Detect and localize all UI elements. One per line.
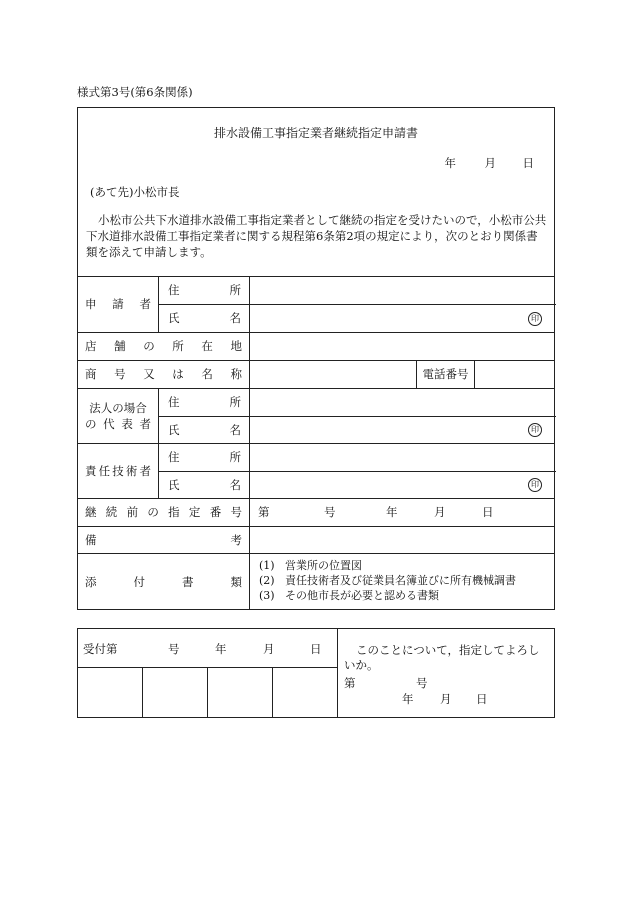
applicant-label: 申 請 者 [85, 297, 151, 311]
attachments-list [250, 553, 556, 610]
corp-rep-name-field[interactable] [250, 416, 556, 443]
corp-rep-address-field[interactable] [250, 388, 556, 416]
approval-stamp-cell[interactable] [273, 668, 337, 717]
phone-label: 電話番号 [422, 367, 469, 381]
chief-engineer-name-label: 氏 名 [168, 477, 241, 492]
form-header [78, 108, 554, 276]
seal-mark: 印 [528, 478, 542, 492]
trade-name-label: 商 号 又 は 名 称 [85, 367, 242, 381]
reception-box [77, 628, 555, 718]
applicant-name-field[interactable] [250, 304, 556, 332]
date-month-label: 月 [484, 156, 496, 170]
application-date [416, 155, 534, 171]
date-year-label: 年 [444, 156, 456, 170]
reception-number-field[interactable]: 受付第 号 年 月 日 [83, 642, 322, 656]
approval-stamp-cell[interactable] [208, 668, 272, 717]
date-day-label: 日 [522, 156, 534, 170]
seal-mark: 印 [528, 423, 542, 437]
corp-rep-address-label: 住 所 [168, 395, 241, 409]
seal-mark: 印 [528, 312, 542, 326]
attachment-item: (1) 営業所の位置図 [259, 559, 362, 572]
remarks-label: 備 考 [85, 532, 242, 547]
corp-rep-name-label: 氏 名 [168, 422, 241, 437]
applicant-address-field[interactable] [250, 276, 556, 304]
approval-stamp-cell[interactable] [143, 668, 207, 717]
chief-engineer-address-label: 住 所 [168, 450, 241, 464]
approval-go: 号 [416, 676, 428, 690]
chief-engineer-address-field[interactable] [250, 443, 556, 471]
phone-field[interactable] [475, 360, 556, 388]
applicant-name-label: 氏 名 [168, 311, 241, 325]
chief-engineer-name-field[interactable] [250, 471, 556, 498]
trade-name-field[interactable] [250, 360, 416, 388]
store-location-field[interactable] [250, 332, 556, 360]
attachment-item: (2) 責任技術者及び従業員名簿並びに所有機械調書 [259, 574, 516, 587]
form-number-label: 様式第3号(第6条関係) [77, 85, 193, 99]
prev-number-field[interactable]: 第 号 年 月 日 [258, 505, 494, 519]
application-form [77, 107, 555, 610]
remarks-field[interactable] [250, 526, 556, 553]
addressee: (あて先)小松市長 [90, 185, 180, 199]
chief-engineer-label: 責 任 技 術 者 [85, 463, 151, 478]
store-location-label: 店 舗 の 所 在 地 [85, 339, 242, 353]
approval-month: 月 [440, 692, 452, 706]
attachments-label: 添 付 書 類 [85, 574, 242, 589]
form-title: 排水設備工事指定業者継続指定申請書 [213, 126, 418, 140]
corp-rep-label: 法人の場合 の 代 表 者 [85, 400, 151, 431]
approval-stamp-cell[interactable] [78, 668, 142, 717]
applicant-address-label: 住 所 [168, 283, 241, 297]
attachment-item: (3) その他市長が必要と認める書類 [259, 589, 439, 602]
approval-year: 年 [402, 692, 414, 706]
approval-day: 日 [476, 692, 488, 706]
prev-number-label: 継 続 前 の 指 定 番 号 [85, 505, 242, 519]
approval-dai: 第 [344, 676, 356, 690]
application-statement: 小松市公共下水道排水設備工事指定業者として継続の指定を受けたいので，小松市公共下水道排水設備工事指定業者に関する規程第6条第2項の規定により，次のとおり関係書類を添えて申請します。 [86, 213, 547, 259]
approval-text: このことについて，指定してよろしいか。 [344, 643, 540, 672]
